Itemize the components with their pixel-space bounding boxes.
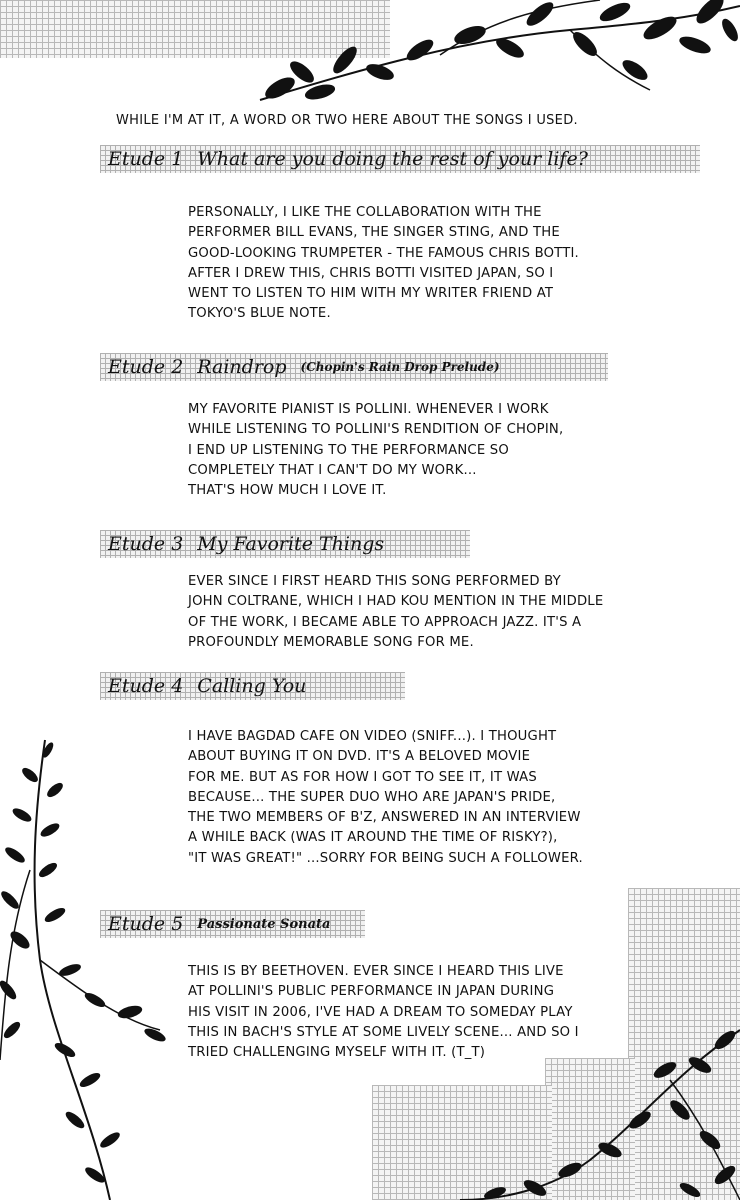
paragraph-line: I END UP LISTENING TO THE PERFORMANCE SO — [188, 442, 509, 458]
paragraph-line: WHILE LISTENING TO POLLINI'S RENDITION OF CHOPIN, — [188, 422, 564, 438]
paragraph-line: AFTER I DREW THIS, CHRIS BOTTI VISITED JAPAN, SO I — [188, 265, 554, 281]
paragraph-line: I HAVE BAGDAD CAFE ON VIDEO (SNIFF...). I THOUGHT — [188, 729, 557, 744]
leaf-branch-top-illustration — [240, 0, 740, 110]
paragraph-line: PERFORMER BILL EVANS, THE SINGER STING, AND THE — [188, 225, 560, 241]
paragraph-line: WENT TO LISTEN TO HIM WITH MY WRITER FRIEND AT — [188, 286, 554, 302]
paragraph-line: HIS VISIT IN 2006, I'VE HAD A DREAM TO SOMEDAY PLAY — [188, 1004, 573, 1020]
etude-2-heading — [100, 353, 608, 381]
etude-label: Etude 3 — [108, 533, 184, 555]
etude-title: Calling You — [197, 675, 307, 697]
paragraph-line: GOOD-LOOKING TRUMPETER - THE FAMOUS CHRIS BOTTI. — [188, 245, 579, 261]
paragraph-line: A WHILE BACK (WAS IT AROUND THE TIME OF RISKY?), — [188, 830, 558, 846]
paragraph-line: "IT WAS GREAT!" ...SORRY FOR BEING SUCH A FOLLOWER. — [188, 850, 583, 866]
etude-4-paragraph — [188, 727, 583, 869]
paragraph-line: THIS IS BY BEETHOVEN. EVER SINCE I HEARD THIS LIVE — [188, 964, 564, 979]
leaf-vine-left-illustration — [0, 730, 190, 1200]
etude-1-paragraph — [188, 203, 579, 325]
paragraph-line: TRIED CHALLENGING MYSELF WITH IT. (T_T) — [188, 1045, 486, 1061]
paragraph-line: COMPLETELY THAT I CAN'T DO MY WORK... — [188, 462, 477, 478]
etude-label: Etude 2 — [108, 356, 184, 378]
etude-5-heading — [100, 910, 365, 938]
paragraph-line: THIS IN BACH'S STYLE AT SOME LIVELY SCENE... AND SO I — [188, 1024, 579, 1040]
etude-label: Etude 1 — [108, 148, 184, 170]
etude-5-paragraph — [188, 962, 579, 1063]
paragraph-line: PROFOUNDLY MEMORABLE SONG FOR ME. — [188, 634, 474, 650]
paragraph-line: AT POLLINI'S PUBLIC PERFORMANCE IN JAPAN DURING — [188, 984, 555, 1000]
etude-2-paragraph — [188, 400, 563, 501]
etude-label: Etude 4 — [108, 675, 184, 697]
paragraph-line: PERSONALLY, I LIKE THE COLLABORATION WITH THE — [188, 205, 542, 220]
intro-text: WHILE I'M AT IT, A WORD OR TWO HERE ABOUT THE SONGS I USED. — [116, 113, 578, 128]
paragraph-line: MY FAVORITE PIANIST IS POLLINI. WHENEVER I WORK — [188, 402, 549, 417]
paragraph-line: THAT'S HOW MUCH I LOVE IT. — [188, 483, 387, 499]
paragraph-line: BECAUSE... THE SUPER DUO WHO ARE JAPAN'S PRIDE, — [188, 789, 556, 805]
paragraph-line: OF THE WORK, I BECAME ABLE TO APPROACH JAZZ. IT'S A — [188, 614, 582, 630]
paragraph-line: TOKYO'S BLUE NOTE. — [188, 306, 331, 322]
etude-3-heading — [100, 530, 470, 558]
etude-title: What are you doing the rest of your life? — [197, 148, 588, 170]
etude-title: My Favorite Things — [197, 533, 385, 555]
paragraph-line: JOHN COLTRANE, WHICH I HAD KOU MENTION IN THE MIDDLE — [188, 594, 604, 610]
paragraph-line: ABOUT BUYING IT ON DVD. IT'S A BELOVED MOVIE — [188, 749, 531, 765]
etude-3-paragraph — [188, 572, 603, 653]
paragraph-line: FOR ME. BUT AS FOR HOW I GOT TO SEE IT, IT WAS — [188, 769, 537, 785]
etude-1-heading — [100, 145, 700, 173]
etude-subtitle: (Chopin's Rain Drop Prelude) — [300, 360, 500, 374]
etude-title: Raindrop — [197, 356, 287, 378]
paragraph-line: EVER SINCE I FIRST HEARD THIS SONG PERFORMED BY — [188, 574, 561, 589]
paragraph-line: THE TWO MEMBERS OF B'Z, ANSWERED IN AN INTERVIEW — [188, 810, 581, 826]
etude-label: Etude 5 — [108, 913, 184, 935]
etude-4-heading — [100, 672, 405, 700]
etude-title: Passionate Sonata — [197, 916, 331, 932]
